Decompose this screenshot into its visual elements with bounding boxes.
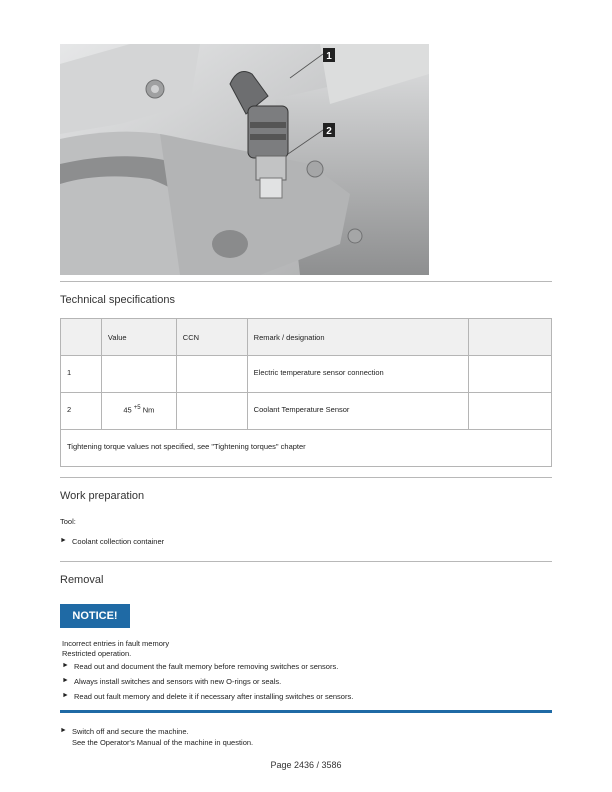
table-row xyxy=(61,356,552,393)
bullet-arrow-icon: ► xyxy=(60,727,67,734)
list-item xyxy=(60,727,253,747)
engine-illustration xyxy=(60,44,429,275)
row-remark: Electric temperature sensor connection xyxy=(247,356,469,393)
list-item xyxy=(62,662,338,671)
sensor-figure xyxy=(60,44,429,275)
row-ccn xyxy=(176,393,247,430)
tool-label: Tool: xyxy=(60,517,76,526)
callout-2: 2 xyxy=(326,126,332,137)
row-value xyxy=(101,356,176,393)
tech-specs-heading: Technical specifications xyxy=(60,294,175,306)
table-row xyxy=(61,393,552,430)
col-header-ccn: CCN xyxy=(176,319,247,356)
col-header-value: Value xyxy=(101,319,176,356)
col-header-num xyxy=(61,319,102,356)
notice-line: Restricted operation. xyxy=(62,649,132,658)
list-item xyxy=(62,692,353,701)
row-value xyxy=(101,393,176,430)
notice-item: Always install switches and sensors with new O-rings or seals. xyxy=(74,677,282,686)
step-line: See the Operator's Manual of the machine in question. xyxy=(72,738,254,747)
callout-1: 1 xyxy=(326,51,332,62)
tech-specs-table xyxy=(60,318,552,467)
table-header-row xyxy=(61,319,552,356)
divider xyxy=(60,477,552,478)
step-text xyxy=(72,727,253,747)
list-item xyxy=(60,537,164,546)
notice-line: Incorrect entries in fault memory xyxy=(62,639,170,648)
list-item xyxy=(62,677,281,686)
bullet-arrow-icon: ► xyxy=(60,537,67,544)
row-ccn xyxy=(176,356,247,393)
row-num: 2 xyxy=(61,393,102,430)
row-extra xyxy=(469,393,552,430)
row-num: 1 xyxy=(61,356,102,393)
page-number: Page 2436 / 3586 xyxy=(270,760,342,770)
bullet-arrow-icon: ► xyxy=(62,662,69,669)
step-line: Switch off and secure the machine. xyxy=(72,727,189,736)
notice-item: Read out fault memory and delete it if necessary after installing switches or sensors. xyxy=(74,692,354,701)
bullet-arrow-icon: ► xyxy=(62,692,69,699)
bullet-arrow-icon: ► xyxy=(62,677,69,684)
work-prep-heading: Work preparation xyxy=(60,490,145,502)
removal-heading: Removal xyxy=(60,574,104,586)
divider xyxy=(60,281,552,282)
torque-unit: Nm xyxy=(142,405,155,415)
notice-badge: NOTICE! xyxy=(60,604,130,628)
torque-value: 45 xyxy=(123,405,132,415)
notice-item: Read out and document the fault memory before removing switches or sensors. xyxy=(74,662,339,671)
table-note-row xyxy=(61,430,552,467)
torque-tolerance: +5 xyxy=(133,405,141,411)
row-extra xyxy=(469,356,552,393)
table-note: Tightening torque values not specified, see "Tightening torques" chapter xyxy=(61,430,552,467)
notice-end-bar xyxy=(60,710,552,713)
divider xyxy=(60,561,552,562)
col-header-extra xyxy=(469,319,552,356)
col-header-remark: Remark / designation xyxy=(247,319,469,356)
row-remark: Coolant Temperature Sensor xyxy=(247,393,469,430)
tool-item: Coolant collection container xyxy=(72,537,165,546)
